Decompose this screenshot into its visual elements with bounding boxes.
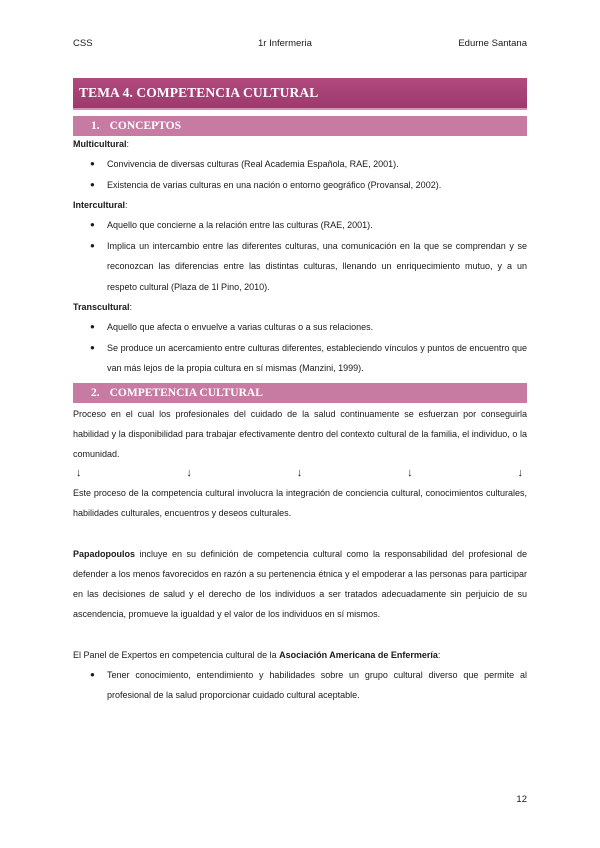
chapter-title: TEMA 4. COMPETENCIA CULTURAL — [79, 85, 319, 100]
list-panel — [73, 665, 527, 706]
down-arrow-icon: ↓ — [517, 466, 523, 479]
term-intercultural: Intercultural: — [73, 200, 128, 210]
section-number: 1. — [91, 120, 100, 132]
panel-paragraph: El Panel de Expertos en competencia cultural de la Asociación Americana de Enfermería: — [73, 649, 441, 660]
arrow-row — [73, 464, 527, 483]
papadopoulos-paragraph: Papadopoulos incluye en su definición de competencia cultural como la responsabilidad del profesional de defender a los menos favorecidos en razón a su pertenencia étnica y el empoderar a las personas para participar en las decisiones de salud y el derecho de los individuos a ser tratados adecuadamente sin perjuicio de su ascendencia, promueve la igualdad y el valor de los individuos en sí mismos. — [73, 548, 527, 619]
list-item: ● Implica un intercambio entre las diferentes culturas, una comunicación en la que se comprendan y se reconozcan las diferencias entre las distintas culturas, llenando un enriquecimiento mutuo, y a un respeto cultural (Plaza de 1l Pino, 2010). — [90, 236, 527, 298]
section-heading-conceptos — [73, 116, 527, 136]
down-arrow-icon: ↓ — [407, 466, 413, 479]
list-item: ● Existencia de varias culturas en una nación o entorno geográfico (Provansal, 2002). — [90, 175, 527, 196]
bullet-icon: ● — [90, 159, 95, 168]
bullet-icon: ● — [90, 220, 95, 229]
page-number: 12 — [516, 794, 527, 805]
chapter-title-bar — [73, 78, 527, 110]
down-arrow-icon: ↓ — [186, 466, 192, 479]
header-course: CSS — [73, 38, 93, 49]
process-paragraph: Este proceso de la competencia cultural involucra la integración de conciencia cultural, conocimientos culturales, habilidades culturales, encuentros y deseos culturales. — [73, 487, 527, 518]
header-author: Edurne Santana — [458, 38, 527, 49]
list-item: ● Convivencia de diversas culturas (Real Academia Española, RAE, 2001). — [90, 154, 527, 175]
list-intercultural — [73, 215, 527, 297]
author-name: Papadopoulos — [73, 548, 136, 559]
association-name: Asociación Americana de Enfermería — [279, 649, 438, 660]
document-body — [73, 78, 527, 706]
bullet-icon: ● — [90, 240, 95, 250]
term-multicultural: Multicultural: — [73, 139, 130, 149]
section-heading-competencia — [73, 383, 527, 403]
term-transcultural: Transcultural: — [73, 302, 133, 312]
section-title: CONCEPTOS — [109, 120, 181, 132]
definition-paragraph: Proceso en el cual los profesionales del cuidado de la salud continuamente se esfuerzan por conseguirla habilidad y la disponibilidad para trabajar efectivamente dentro del contexto cultural de la familia, el individuo, o la comunidad. — [73, 408, 527, 459]
down-arrow-icon: ↓ — [296, 466, 303, 479]
bullet-icon: ● — [90, 669, 95, 679]
page-header — [73, 38, 527, 52]
bullet-icon: ● — [90, 342, 95, 352]
list-multicultural — [73, 154, 527, 195]
list-item: ● Aquello que concierne a la relación entre las culturas (RAE, 2001). — [90, 215, 527, 236]
list-item: ● Se produce un acercamiento entre culturas diferentes, estableciendo vínculos y puntos de encuentro que van más lejos de la propia cultura en sí mismas (Manzini, 1999). — [90, 338, 527, 379]
bullet-icon: ● — [90, 322, 95, 331]
list-item: ● Tener conocimiento, entendimiento y habilidades sobre un grupo cultural diverso que permite al profesional de la salud proporcionar cuidado cultural aceptable. — [90, 665, 527, 706]
header-degree: 1r Infermeria — [258, 38, 312, 49]
list-transcultural — [73, 317, 527, 379]
bullet-icon: ● — [90, 179, 95, 189]
section-number: 2. — [91, 386, 100, 399]
down-arrow-icon: ↓ — [76, 466, 82, 479]
section-title: COMPETENCIA CULTURAL — [109, 386, 263, 399]
list-item: ● Aquello que afecta o envuelve a varias culturas o a sus relaciones. — [90, 317, 527, 338]
